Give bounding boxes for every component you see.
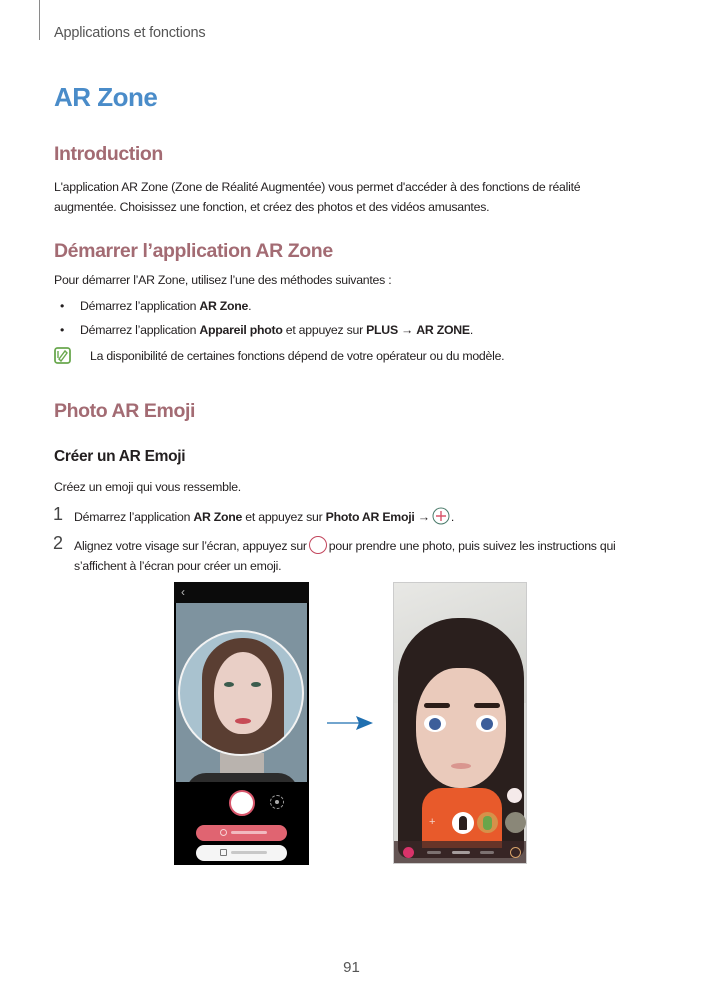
switch-camera-icon[interactable]: [270, 795, 284, 809]
bullet-text: [80, 323, 473, 337]
bullet-bold-ar-zone-menu: AR ZONE: [416, 323, 470, 337]
step-bold-ar-zone: AR Zone: [193, 510, 243, 524]
running-head: Applications et fonctions: [54, 25, 206, 41]
emoji-eyebrow: [424, 703, 450, 708]
back-icon[interactable]: ‹: [181, 585, 185, 599]
step-text-line2: s’affichent à l’écran pour créer un emoji.: [74, 559, 282, 573]
phone-primary-button[interactable]: [196, 825, 287, 841]
bullet-bold-ar-zone: AR Zone: [199, 299, 249, 313]
step-text-prefix: Alignez votre visage sur l’écran, appuyez sur: [74, 539, 307, 553]
photo-eye: [251, 682, 261, 687]
bullet-text-prefix: Démarrez l’application: [80, 299, 200, 313]
step-text-middle: et appuyez sur: [242, 510, 326, 524]
phone-screenshot-camera: [174, 582, 309, 865]
capture-icon[interactable]: [510, 847, 521, 858]
shutter-button[interactable]: [229, 790, 255, 816]
introduction-paragraph: [54, 177, 654, 217]
camera-preview: [176, 603, 307, 782]
flow-arrow-icon: [326, 715, 374, 731]
mode-tab[interactable]: [452, 851, 470, 854]
start-intro: Pour démarrer l’AR Zone, utilisez l’une des méthodes suivantes :: [54, 273, 392, 287]
section-heading-introduction: Introduction: [54, 143, 163, 165]
page-title: AR Zone: [54, 82, 158, 112]
step-text: [74, 536, 664, 576]
subheading-create-ar-emoji: Créer un AR Emoji: [54, 448, 186, 465]
emoji-lips: [451, 763, 471, 769]
note-text: La disponibilité de certaines fonctions dépend de votre opérateur ou du modèle.: [90, 349, 505, 363]
arrow-glyph: →: [397, 323, 417, 337]
step-number: 1: [53, 504, 64, 524]
bullet-text: [80, 299, 251, 313]
step-suffix: .: [450, 510, 454, 524]
mode-tab[interactable]: [480, 851, 494, 854]
emoji-icon: [220, 829, 227, 836]
step-text: [74, 507, 664, 527]
section-heading-photo-ar-emoji: Photo AR Emoji: [54, 400, 196, 422]
emoji-eye: [476, 715, 498, 732]
photo-ar-emoji-intro: Créez un emoji qui vous ressemble.: [54, 480, 241, 494]
gallery-icon: [220, 849, 227, 856]
step-bold-photo-ar-emoji: Photo AR Emoji: [325, 510, 415, 524]
blurred-label: [231, 831, 267, 834]
add-emoji-icon[interactable]: +: [429, 816, 436, 828]
bullet-text-prefix: Démarrez l’application: [80, 323, 200, 337]
bullet-dot: •: [60, 323, 65, 337]
arrow-glyph: →: [414, 510, 430, 524]
emoji-thumbnail[interactable]: [477, 812, 498, 833]
face-guide-circle: [178, 630, 304, 756]
bullet-text-middle: et appuyez sur: [282, 323, 367, 337]
header-rule: [39, 0, 40, 40]
bullet-bold-plus: PLUS: [366, 323, 398, 337]
bullet-suffix: .: [469, 323, 474, 337]
blurred-label: [231, 851, 267, 854]
mode-tab[interactable]: [427, 851, 441, 854]
settings-icon[interactable]: [403, 847, 414, 858]
emoji-eyebrow: [474, 703, 500, 708]
bullet-suffix: .: [248, 299, 252, 313]
add-circle-icon: [432, 507, 450, 525]
section-heading-start: Démarrer l’application AR Zone: [54, 240, 333, 262]
shutter-circle-icon: [309, 536, 327, 554]
photo-eye: [224, 682, 234, 687]
emoji-thumbnail-selected[interactable]: [452, 812, 474, 834]
sticker-icon[interactable]: [507, 788, 522, 803]
bullet-bold-appareil-photo: Appareil photo: [199, 323, 283, 337]
step-text-suffix: pour prendre une photo, puis suivez les instructions qui: [328, 539, 616, 553]
phone-screenshot-ar-emoji: [393, 582, 527, 864]
phone-top-bar: [174, 582, 309, 603]
step-number: 2: [53, 533, 64, 553]
phone-secondary-button[interactable]: [196, 845, 287, 861]
introduction-line-2: augmentée. Choisissez une fonction, et créez des photos et des vidéos amusantes.: [54, 200, 490, 214]
emoji-eye: [424, 715, 446, 732]
photo-shoulders: [186, 773, 298, 782]
emoji-thumbnail[interactable]: [505, 812, 526, 833]
page-number: 91: [343, 959, 360, 976]
introduction-line-1: L'application AR Zone (Zone de Réalité Augmentée) vous permet d'accéder à des fonctions de réalité: [54, 180, 581, 194]
note-icon: [54, 347, 71, 364]
step-text-prefix: Démarrez l’application: [74, 510, 194, 524]
photo-lips: [235, 718, 251, 724]
bullet-dot: •: [60, 299, 65, 313]
